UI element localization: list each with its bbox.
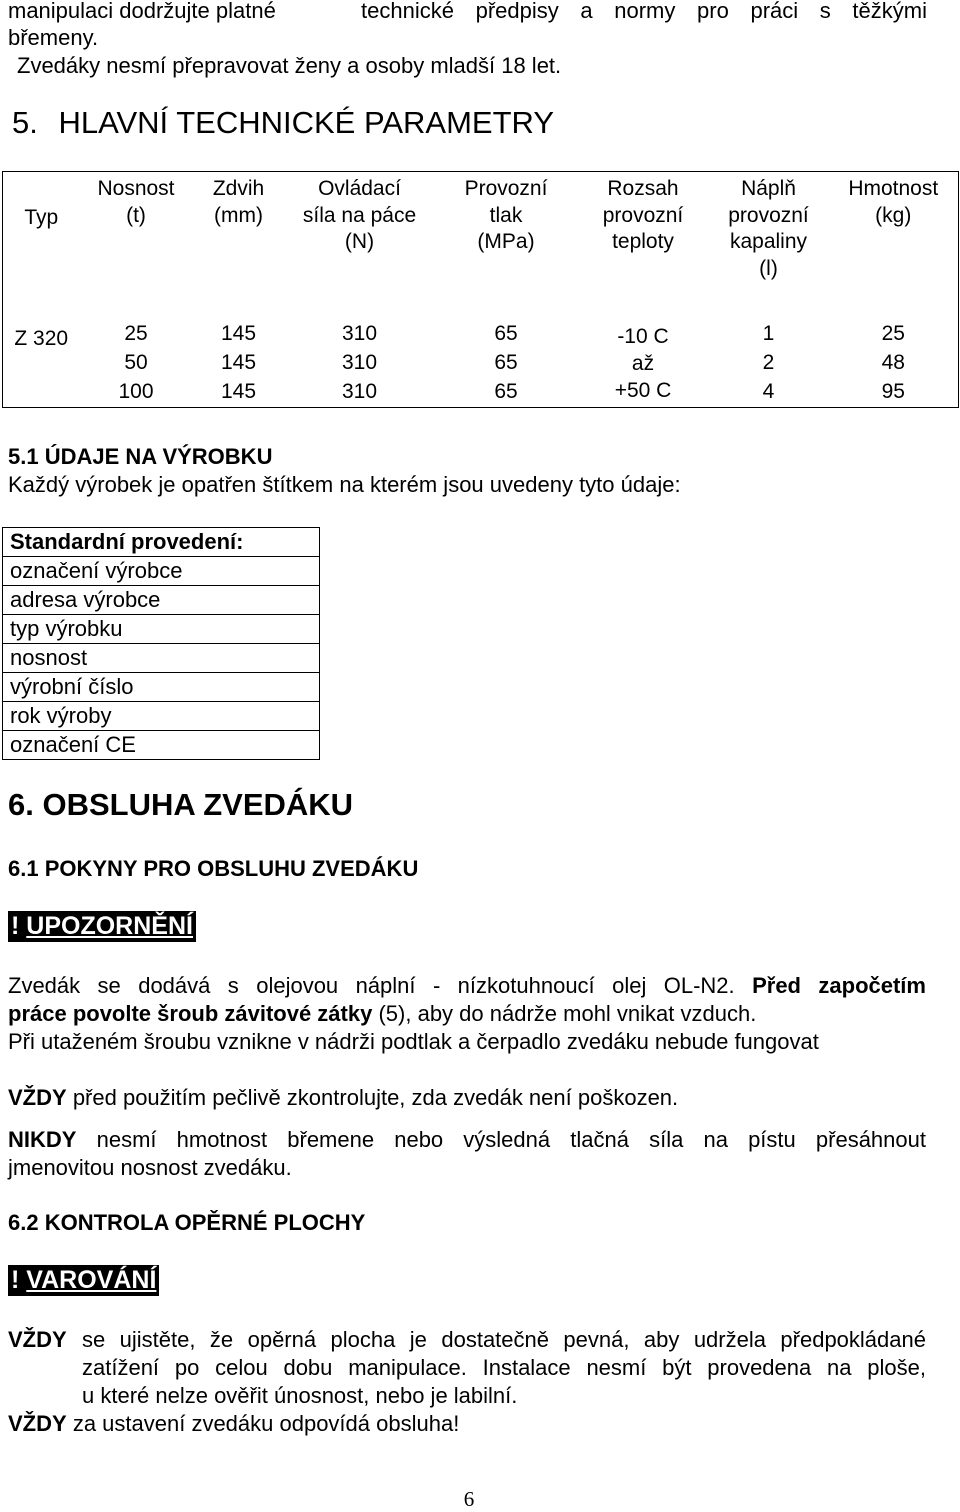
cell-tlak: 65 <box>494 322 518 346</box>
cell-type: Z 320 <box>3 320 80 408</box>
cell-hmotnost: 25 <box>829 320 959 349</box>
table-row <box>3 378 959 408</box>
intro-line-2: břemeny. <box>8 25 99 50</box>
cell-tlak: 65 <box>494 351 518 375</box>
label-box-item: označení výrobce <box>3 557 319 586</box>
paragraph-surface-line-3: u které nelze ověřit únosnost, nebo je labilní. <box>82 1383 518 1408</box>
label-box-item: typ výrobku <box>3 615 319 644</box>
cell-napln: 1 <box>762 322 775 346</box>
label-box-item: nosnost <box>3 644 319 673</box>
cell-tlak: 65 <box>435 378 578 408</box>
paragraph-vzdy-check: VŽDY před použitím pečlivě zkontrolujte, zda zvedák není poškozen. <box>8 1085 679 1110</box>
section-5-1-text: Každý výrobek je opatřen štítkem na kterém jsou uvedeny tyto údaje: <box>8 472 681 497</box>
warning-upozorneni-banner <box>8 911 196 942</box>
paragraph-oil-line-3: Při utaženém šroubu vznikne v nádrži podtlak a čerpadlo zvedáku nebude fungovat <box>8 1029 819 1054</box>
cell-nosnost: 100 <box>80 378 193 408</box>
header-napln: Náplň provozní kapaliny (l) <box>709 172 829 321</box>
section-5-heading <box>12 103 554 142</box>
label-box-heading: Standardní provedení: <box>3 528 319 557</box>
label-box-item: rok výroby <box>3 702 319 731</box>
section-6-1-heading: 6.1 POKYNY PRO OBSLUHU ZVEDÁKU <box>8 856 419 881</box>
section-6-2-heading: 6.2 KONTROLA OPĚRNÉ PLOCHY <box>8 1210 366 1235</box>
table-row <box>3 349 959 378</box>
cell-sila: 310 <box>341 351 378 375</box>
intro-line-3: Zvedáky nesmí přepravovat ženy a osoby mladší 18 let. <box>17 53 562 78</box>
cell-sila: 310 <box>285 378 435 408</box>
cell-hmotnost: 48 <box>829 349 959 378</box>
intro-line-1-left: manipulaci dodržujte platné <box>8 0 276 23</box>
paragraph-surface-line-2: zatížení po celou dobu manipulace. Instalace nesmí být provedena na ploše, <box>82 1355 926 1380</box>
cell-zdvih: 145 <box>220 322 257 346</box>
page-number: 6 <box>463 1487 475 1511</box>
warning-upozorneni <box>8 911 196 942</box>
paragraph-surface-line-1: se ujistěte, že opěrná plocha je dostatečně pevná, aby udržela předpokládané <box>82 1327 926 1352</box>
cell-nosnost: 25 <box>124 322 148 346</box>
paragraph-vzdy-operator: VŽDY za ustavení zvedáku odpovídá obsluha! <box>8 1411 460 1436</box>
intro-line-1-right: technické předpisy a normy pro práci s těžkými <box>361 0 927 23</box>
parameters-table <box>2 171 959 408</box>
section-5-number: 5. <box>12 105 38 140</box>
section-5-1-heading: 5.1 ÚDAJE NA VÝROBKU <box>8 444 273 469</box>
header-zdvih: Zdvih (mm) <box>193 172 285 321</box>
label-box-item: označení CE <box>3 731 319 760</box>
cell-nosnost: 50 <box>124 351 148 375</box>
vzdy-label-1: VŽDY <box>8 1327 67 1352</box>
paragraph-nikdy-line-2: jmenovitou nosnost zvedáku. <box>8 1155 292 1180</box>
header-provozni-tlak: Provozní tlak (MPa) <box>435 172 578 321</box>
cell-zdvih: 145 <box>193 378 285 408</box>
header-nosnost: Nosnost (t) <box>80 172 193 321</box>
section-6-heading: 6. OBSLUHA ZVEDÁKU <box>8 787 354 822</box>
header-rozsah-teploty: Rozsah provozní teploty <box>578 172 709 321</box>
cell-napln: 2 <box>762 351 775 375</box>
cell-napln: 4 <box>709 378 829 408</box>
label-box-item: výrobní číslo <box>3 673 319 702</box>
label-box-item: adresa výrobce <box>3 586 319 615</box>
paragraph-nikdy-line-1: NIKDY nesmí hmotnost břemene nebo výsledná tlačná síla na pístu přesáhnout <box>8 1127 926 1152</box>
header-hmotnost: Hmotnost (kg) <box>829 172 959 321</box>
warning-upozorneni-label: UPOZORNĚNÍ <box>26 912 193 940</box>
exclamation-icon: ! <box>11 912 20 940</box>
cell-zdvih: 145 <box>220 351 257 375</box>
cell-temperature-range: -10 C až +50 C <box>578 320 709 408</box>
warning-varovani-banner <box>8 1265 159 1296</box>
paragraph-oil-line-2: práce povolte šroub závitové zátky (5), aby do nádrže mohl vnikat vzduch. <box>8 1001 757 1026</box>
header-typ: Typ <box>3 172 80 321</box>
exclamation-icon: ! <box>11 1266 20 1294</box>
section-5-title: HLAVNÍ TECHNICKÉ PARAMETRY <box>58 105 555 140</box>
paragraph-oil-line-1: Zvedák se dodává s olejovou náplní - nízkotuhnoucí olej OL-N2. Před započetím <box>8 973 926 998</box>
cell-hmotnost: 95 <box>829 378 959 408</box>
warning-varovani-label: VAROVÁNÍ <box>26 1266 157 1294</box>
warning-varovani <box>8 1265 159 1296</box>
table-row <box>3 320 959 349</box>
cell-sila: 310 <box>341 322 378 346</box>
header-ovladaci-sila: Ovládací síla na páce (N) <box>285 172 435 321</box>
table-header-row <box>3 172 959 321</box>
product-label-box <box>2 527 320 760</box>
